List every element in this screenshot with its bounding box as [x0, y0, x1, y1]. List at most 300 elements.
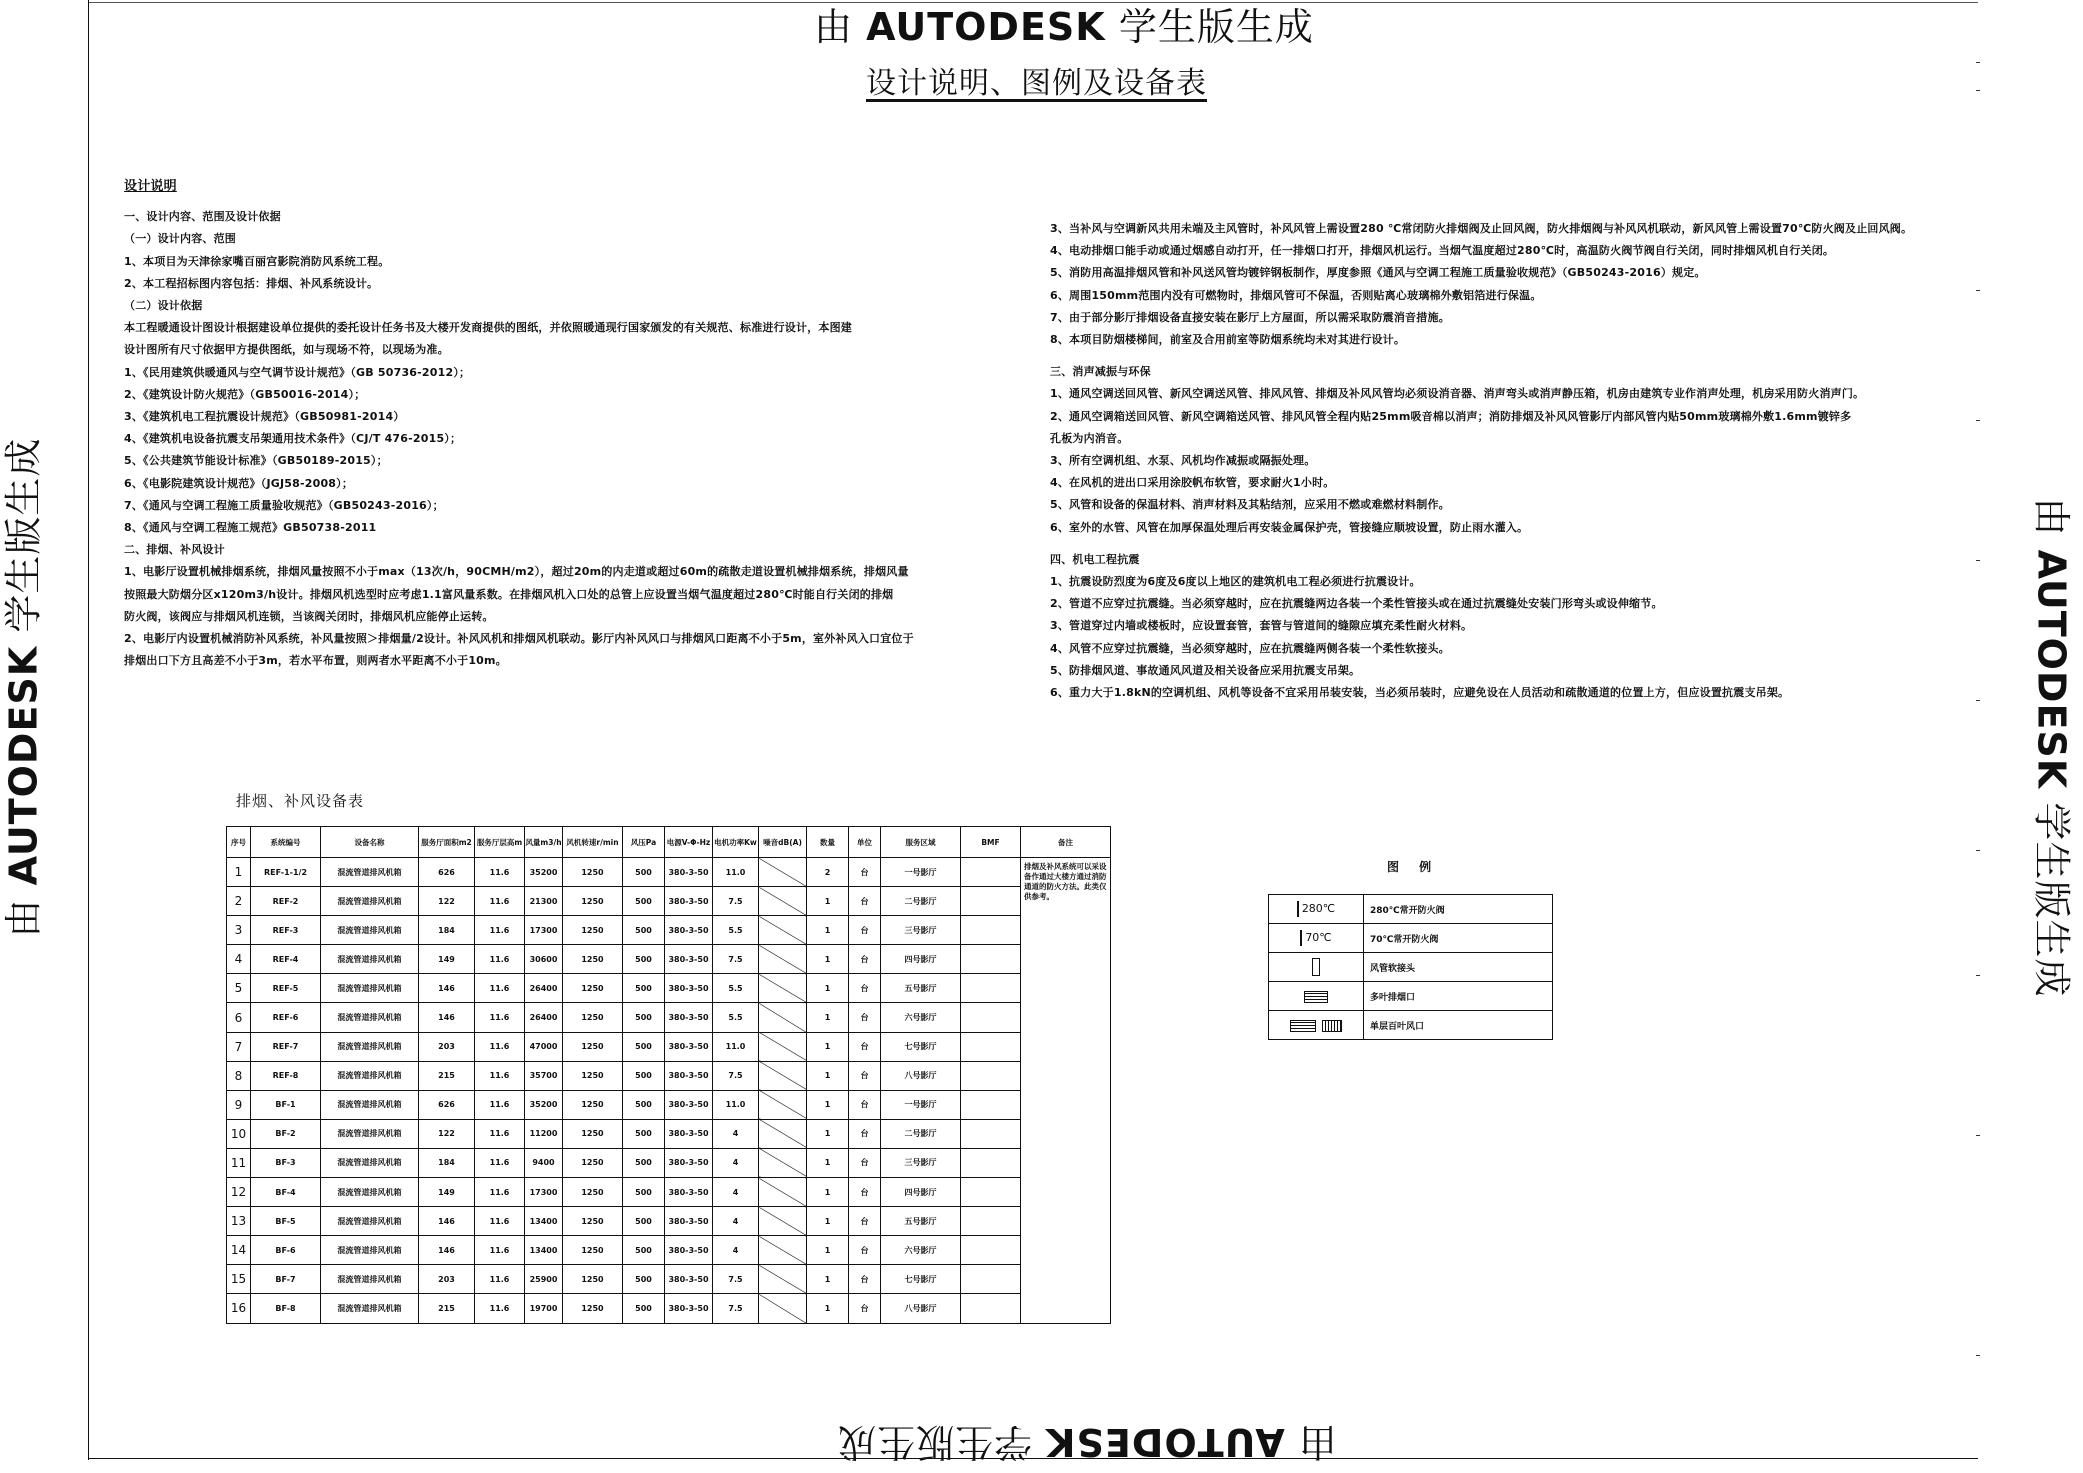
- table-cell: 1: [807, 1032, 849, 1061]
- table-cell: 混流管道排风机箱: [321, 1090, 419, 1119]
- table-cell: REF-5: [251, 974, 321, 1003]
- table-cell: 11.6: [475, 974, 525, 1003]
- table-cell: 380-3-50: [665, 974, 713, 1003]
- table-cell: 47000: [525, 1032, 563, 1061]
- table-cell: 一号影厅: [881, 1090, 961, 1119]
- table-cell: 26400: [525, 974, 563, 1003]
- table-row: [227, 1236, 1111, 1265]
- table-cell: [961, 1032, 1021, 1061]
- table-row: [227, 1265, 1111, 1294]
- table-cell: 1250: [563, 1236, 623, 1265]
- table-cell: REF-6: [251, 1003, 321, 1032]
- table-cell: 500: [623, 1090, 665, 1119]
- table-cell: [961, 974, 1021, 1003]
- table-cell: 13400: [525, 1236, 563, 1265]
- table-row: [227, 1119, 1111, 1148]
- table-cell: 380-3-50: [665, 1003, 713, 1032]
- frame-tick: [1976, 850, 1980, 851]
- noise-cell-empty: [759, 1265, 807, 1294]
- table-cell: 35700: [525, 1061, 563, 1090]
- table-cell: BF-4: [251, 1178, 321, 1207]
- table-cell: 14: [227, 1236, 251, 1265]
- table-cell: 四号影厅: [881, 1178, 961, 1207]
- notes-line: 防火阀，该阀应与排烟风机连锁，当该阀关闭时，排烟风机应能停止运转。: [124, 609, 494, 623]
- table-cell: 26400: [525, 1003, 563, 1032]
- equipment-table-title: 排烟、补风设备表: [236, 792, 365, 810]
- notes-line: 3、所有空调机组、水泵、风机均作减振或隔振处理。: [1050, 454, 1316, 468]
- table-cell: 203: [419, 1265, 475, 1294]
- table-cell: [961, 916, 1021, 945]
- column-header: 服务区域: [881, 827, 961, 858]
- legend-symbol: [1269, 982, 1364, 1011]
- table-cell: 500: [623, 858, 665, 887]
- table-cell: 1: [807, 1003, 849, 1032]
- column-header: 风压Pa: [623, 827, 665, 858]
- table-cell: [961, 1119, 1021, 1148]
- fire-damper-280-icon: 280℃: [1301, 902, 1336, 915]
- table-cell: 混流管道排风机箱: [321, 1119, 419, 1148]
- table-cell: 台: [849, 916, 881, 945]
- table-cell: 626: [419, 858, 475, 887]
- table-cell: 11.6: [475, 916, 525, 945]
- notes-line: 2、《建筑设计防火规范》（GB50016-2014）；: [124, 387, 366, 401]
- table-cell: 台: [849, 1032, 881, 1061]
- notes-line: 5、防排烟风道、事故通风风道及相关设备应采用抗震支吊架。: [1050, 663, 1361, 677]
- table-cell: [961, 1294, 1021, 1323]
- table-cell: 35200: [525, 1090, 563, 1119]
- table-cell: 4: [713, 1148, 759, 1177]
- noise-cell-empty: [759, 1207, 807, 1236]
- table-cell: 500: [623, 1003, 665, 1032]
- table-cell: 1: [807, 1090, 849, 1119]
- table-cell: 台: [849, 1236, 881, 1265]
- table-cell: 11.6: [475, 1003, 525, 1032]
- notes-spacer: [1050, 351, 1912, 361]
- frame-tick: [1976, 290, 1980, 291]
- table-cell: 11.6: [475, 1148, 525, 1177]
- table-cell: 7.5: [713, 1061, 759, 1090]
- table-cell: 1250: [563, 974, 623, 1003]
- notes-line: 一、设计内容、范围及设计依据: [124, 210, 281, 224]
- table-cell: 混流管道排风机箱: [321, 1178, 419, 1207]
- table-cell: 12: [227, 1178, 251, 1207]
- table-cell: 台: [849, 1061, 881, 1090]
- legend-symbol: [1269, 1011, 1364, 1040]
- smoke-outlet-icon: [1304, 991, 1328, 1003]
- table-cell: 500: [623, 887, 665, 916]
- table-row: [227, 974, 1111, 1003]
- table-cell: 11: [227, 1148, 251, 1177]
- notes-line: 2、电影厅内设置机械消防补风系统，补风量按照＞排烟量/2设计。补风风机和排烟风机联动。影厅内补风风口与排烟风口距离不小于5m，室外补风入口宜位于: [124, 632, 914, 646]
- noise-cell-empty: [759, 1178, 807, 1207]
- table-cell: 122: [419, 1119, 475, 1148]
- notes-line: 1、通风空调送回风管、新风空调送风管、排风风管、排烟及补风风管均必须设消音器、消声弯头或消声静压箱，机房由建筑专业作消声处理，机房采用防火消声门。: [1050, 387, 1865, 401]
- table-cell: 11.6: [475, 1119, 525, 1148]
- legend-description: 风管软接头: [1364, 953, 1553, 982]
- table-cell: 1: [807, 887, 849, 916]
- notes-line: 孔板为内消音。: [1050, 431, 1129, 445]
- noise-cell-empty: [759, 1003, 807, 1032]
- table-cell: 17300: [525, 916, 563, 945]
- table-cell: [961, 1090, 1021, 1119]
- notes-line: 排烟出口下方且高差不小于3m，若水平布置，则两者水平距离不小于10m。: [124, 654, 507, 668]
- table-cell: 混流管道排风机箱: [321, 858, 419, 887]
- notes-line: 1、抗震设防烈度为6度及6度以上地区的建筑机电工程必须进行抗震设计。: [1050, 575, 1421, 589]
- table-cell: [961, 1207, 1021, 1236]
- table-cell: 混流管道排风机箱: [321, 1207, 419, 1236]
- table-cell: 8: [227, 1061, 251, 1090]
- table-cell: 500: [623, 1294, 665, 1323]
- watermark-bottom: 由 AUTODESK 学生版生成: [837, 1420, 1337, 1464]
- table-cell: 203: [419, 1032, 475, 1061]
- table-row: [227, 887, 1111, 916]
- table-cell: 500: [623, 1061, 665, 1090]
- table-cell: 11200: [525, 1119, 563, 1148]
- table-cell: 215: [419, 1061, 475, 1090]
- table-cell: 1: [807, 1236, 849, 1265]
- notes-spacer: [1050, 539, 1912, 549]
- table-cell: 11.6: [475, 887, 525, 916]
- notes-line: 8、本项目防烟楼梯间，前室及合用前室等防烟系统均未对其进行设计。: [1050, 333, 1406, 347]
- table-cell: 7.5: [713, 887, 759, 916]
- table-cell: 台: [849, 1294, 881, 1323]
- table-cell: 1: [807, 1294, 849, 1323]
- table-cell: 1: [807, 974, 849, 1003]
- table-cell: 626: [419, 1090, 475, 1119]
- table-cell: BF-7: [251, 1265, 321, 1294]
- table-cell: 1250: [563, 1178, 623, 1207]
- table-row: [227, 1032, 1111, 1061]
- notes-line: 6、室外的水管、风管在加厚保温处理后再安装金属保护壳，管接缝应顺坡设置，防止雨水灌入。: [1050, 520, 1529, 534]
- legend-description: 多叶排烟口: [1364, 982, 1553, 1011]
- notes-line: 4、在风机的进出口采用涂胶帆布软管，要求耐火1小时。: [1050, 476, 1335, 490]
- table-cell: 1: [807, 1061, 849, 1090]
- notes-line: 3、当补风与空调新风共用未端及主风管时，补风风管上需设置280 ℃常闭防火排烟阀及止回风阀，防火排烟阀与补风风机联动，新风风管上需设置70℃防火阀及止回风阀。: [1050, 222, 1913, 235]
- table-cell: REF-2: [251, 887, 321, 916]
- table-cell: 1: [227, 858, 251, 887]
- table-row: [227, 1148, 1111, 1177]
- table-cell: 7.5: [713, 1294, 759, 1323]
- table-row: [227, 1090, 1111, 1119]
- table-cell: 混流管道排风机箱: [321, 1236, 419, 1265]
- table-cell: [961, 1265, 1021, 1294]
- notes-line: 5、消防用高温排烟风管和补风送风管均镀锌钢板制作，厚度参照《通风与空调工程施工质量验收规范》（GB50243-2016）规定。: [1050, 266, 1706, 280]
- legend-row: [1269, 924, 1553, 953]
- table-cell: REF-7: [251, 1032, 321, 1061]
- table-cell: 184: [419, 916, 475, 945]
- notes-line: 2、管道不应穿过抗震缝。当必须穿越时，应在抗震缝两边各装一个柔性管接头或在通过抗震缝处安装门形弯头或设伸缩节。: [1050, 597, 1663, 611]
- table-cell: 122: [419, 887, 475, 916]
- table-cell: [961, 858, 1021, 887]
- table-cell: 19700: [525, 1294, 563, 1323]
- table-cell: 149: [419, 945, 475, 974]
- noise-cell-empty: [759, 1236, 807, 1265]
- table-cell: 11.0: [713, 1032, 759, 1061]
- table-cell: 2: [227, 887, 251, 916]
- table-cell: 11.6: [475, 1265, 525, 1294]
- table-cell: 380-3-50: [665, 1148, 713, 1177]
- table-cell: 三号影厅: [881, 1148, 961, 1177]
- table-cell: 11.6: [475, 1061, 525, 1090]
- table-cell: 台: [849, 945, 881, 974]
- column-header: 风机转速r/min: [563, 827, 623, 858]
- table-cell: 380-3-50: [665, 858, 713, 887]
- table-cell: 15: [227, 1265, 251, 1294]
- table-cell: 台: [849, 887, 881, 916]
- table-cell: 台: [849, 1178, 881, 1207]
- table-cell: 1250: [563, 1032, 623, 1061]
- table-cell: 八号影厅: [881, 1294, 961, 1323]
- legend-description: 单层百叶风口: [1364, 1011, 1553, 1040]
- table-cell: BF-6: [251, 1236, 321, 1265]
- table-cell: 21300: [525, 887, 563, 916]
- table-cell: 1250: [563, 1061, 623, 1090]
- table-cell: 台: [849, 1119, 881, 1148]
- notes-line: 6、周围150mm范围内没有可燃物时，排烟风管可不保温，否则贴离心玻璃棉外敷铝箔进行保温。: [1050, 288, 1542, 302]
- equipment-table: [226, 826, 1111, 1324]
- table-cell: 五号影厅: [881, 1207, 961, 1236]
- frame-tick: [1976, 975, 1980, 976]
- table-cell: 500: [623, 1119, 665, 1148]
- legend-symbol: [1269, 953, 1364, 982]
- table-cell: 4: [713, 1178, 759, 1207]
- table-cell: 六号影厅: [881, 1003, 961, 1032]
- watermark-right: 由 AUTODESK 学生版生成: [2029, 497, 2074, 998]
- table-cell: 11.6: [475, 1032, 525, 1061]
- table-cell: 混流管道排风机箱: [321, 1148, 419, 1177]
- noise-cell-empty: [759, 945, 807, 974]
- table-cell: 台: [849, 974, 881, 1003]
- table-cell: 混流管道排风机箱: [321, 1032, 419, 1061]
- table-cell: 1: [807, 1178, 849, 1207]
- watermark-left: 由 AUTODESK 学生版生成: [1, 437, 46, 938]
- table-cell: 4: [713, 1207, 759, 1236]
- table-cell: 500: [623, 1178, 665, 1207]
- table-cell: 16: [227, 1294, 251, 1323]
- table-cell: 七号影厅: [881, 1032, 961, 1061]
- table-cell: 500: [623, 916, 665, 945]
- table-cell: 7.5: [713, 1265, 759, 1294]
- frame-tick: [1976, 700, 1980, 701]
- table-cell: REF-1-1/2: [251, 858, 321, 887]
- table-cell: 11.6: [475, 1178, 525, 1207]
- notes-line: 1、《民用建筑供暖通风与空气调节设计规范》（GB 50736-2012）；: [124, 365, 471, 379]
- table-cell: BF-3: [251, 1148, 321, 1177]
- table-row: [227, 916, 1111, 945]
- table-cell: 1250: [563, 1090, 623, 1119]
- table-row: [227, 1207, 1111, 1236]
- table-cell: 七号影厅: [881, 1265, 961, 1294]
- table-cell: 380-3-50: [665, 916, 713, 945]
- table-cell: 9400: [525, 1148, 563, 1177]
- table-cell: 混流管道排风机箱: [321, 945, 419, 974]
- table-cell: 1250: [563, 1294, 623, 1323]
- table-cell: 17300: [525, 1178, 563, 1207]
- table-cell: 380-3-50: [665, 1061, 713, 1090]
- table-cell: 380-3-50: [665, 887, 713, 916]
- table-cell: 500: [623, 1207, 665, 1236]
- fire-damper-70-icon: 70℃: [1305, 931, 1332, 944]
- table-cell: 500: [623, 974, 665, 1003]
- table-cell: 11.6: [475, 1294, 525, 1323]
- table-cell: 混流管道排风机箱: [321, 1265, 419, 1294]
- table-cell: 7.5: [713, 945, 759, 974]
- table-cell: 台: [849, 1207, 881, 1236]
- table-cell: 二号影厅: [881, 887, 961, 916]
- frame-tick: [1976, 62, 1980, 63]
- notes-line: 3、《建筑机电工程抗震设计规范》（GB50981-2014）: [124, 410, 405, 424]
- table-cell: 500: [623, 1265, 665, 1294]
- design-notes-left: [124, 176, 914, 672]
- table-cell: [961, 1178, 1021, 1207]
- noise-cell-empty: [759, 1090, 807, 1119]
- notes-line: 本工程暖通设计图设计根据建设单位提供的委托设计任务书及大楼开发商提供的图纸，并依照暖通现行国家颁发的有关规范、标准进行设计，本图建: [124, 321, 852, 335]
- table-cell: 10: [227, 1119, 251, 1148]
- table-cell: BF-1: [251, 1090, 321, 1119]
- table-cell: 混流管道排风机箱: [321, 1061, 419, 1090]
- legend-title: 图 例: [1387, 860, 1440, 874]
- louver-outlet-icon: [1290, 1020, 1316, 1032]
- table-cell: 13400: [525, 1207, 563, 1236]
- legend-row: [1269, 982, 1553, 1011]
- table-cell: 11.6: [475, 945, 525, 974]
- table-cell: 4: [713, 1119, 759, 1148]
- table-cell: BF-2: [251, 1119, 321, 1148]
- table-cell: 380-3-50: [665, 1236, 713, 1265]
- table-cell: 7: [227, 1032, 251, 1061]
- table-cell: 11.6: [475, 858, 525, 887]
- remark-cell: 排烟及补风系统可以采设备作通过大楼方通过消防通道的防火方法。此类仅供参考。: [1021, 858, 1111, 1324]
- notes-line: 三、消声减振与环保: [1050, 365, 1151, 379]
- notes-line: 设计图所有尺寸依据甲方提供图纸，如与现场不符，以现场为准。: [124, 343, 449, 357]
- table-cell: 146: [419, 1207, 475, 1236]
- table-cell: 5.5: [713, 974, 759, 1003]
- table-cell: 25900: [525, 1265, 563, 1294]
- legend-description: 70℃常开防火阀: [1364, 924, 1553, 953]
- table-cell: 5.5: [713, 916, 759, 945]
- table-cell: 380-3-50: [665, 1090, 713, 1119]
- table-cell: 二号影厅: [881, 1119, 961, 1148]
- table-cell: 1250: [563, 1207, 623, 1236]
- column-header: 服务厅层高m: [475, 827, 525, 858]
- table-cell: 380-3-50: [665, 1294, 713, 1323]
- table-cell: 1: [807, 1207, 849, 1236]
- table-cell: 台: [849, 858, 881, 887]
- table-cell: 380-3-50: [665, 1032, 713, 1061]
- table-cell: 1250: [563, 858, 623, 887]
- column-header: 备注: [1021, 827, 1111, 858]
- noise-cell-empty: [759, 1148, 807, 1177]
- noise-cell-empty: [759, 1032, 807, 1061]
- column-header: 噪音dB(A): [759, 827, 807, 858]
- noise-cell-empty: [759, 916, 807, 945]
- table-cell: 台: [849, 1003, 881, 1032]
- table-cell: 1: [807, 1148, 849, 1177]
- table-cell: 四号影厅: [881, 945, 961, 974]
- notes-line: 7、由于部分影厅排烟设备直接安装在影厅上方屋面，所以需采取防震消音措施。: [1050, 310, 1450, 324]
- table-row: [227, 1178, 1111, 1207]
- table-cell: [961, 1003, 1021, 1032]
- legend-symbol: [1269, 924, 1364, 953]
- table-cell: 380-3-50: [665, 1265, 713, 1294]
- notes-line: 4、电动排烟口能手动或通过烟感自动打开，任一排烟口打开，排烟风机运行。当烟气温度超过280℃时，高温防火阀节阀自行关闭，同时排烟风机自行关闭。: [1050, 244, 1835, 258]
- legend-description: 280℃常开防火阀: [1364, 895, 1553, 924]
- frame-tick: [1976, 1135, 1980, 1136]
- table-cell: 1250: [563, 1003, 623, 1032]
- column-header: 设备名称: [321, 827, 419, 858]
- notes-line: 7、《通风与空调工程施工质量验收规范》（GB50243-2016）；: [124, 498, 444, 512]
- table-cell: 混流管道排风机箱: [321, 1294, 419, 1323]
- column-header: 电源V-Φ-Hz: [665, 827, 713, 858]
- table-cell: 11.6: [475, 1236, 525, 1265]
- column-header: 服务厅面积m2: [419, 827, 475, 858]
- table-cell: [961, 1236, 1021, 1265]
- notes-line: （一）设计内容、范围: [124, 232, 236, 246]
- flexible-joint-icon: [1312, 958, 1320, 976]
- table-cell: BF-5: [251, 1207, 321, 1236]
- noise-cell-empty: [759, 1061, 807, 1090]
- noise-cell-empty: [759, 887, 807, 916]
- table-cell: 台: [849, 1265, 881, 1294]
- table-row: [227, 1294, 1111, 1323]
- table-cell: 13: [227, 1207, 251, 1236]
- notes-line: 6、《电影院建筑设计规范》（JGJ58-2008）；: [124, 476, 354, 490]
- table-cell: 1250: [563, 916, 623, 945]
- table-cell: 11.6: [475, 1090, 525, 1119]
- table-cell: 台: [849, 1090, 881, 1119]
- watermark-top: 由 AUTODESK 学生版生成: [814, 5, 1314, 49]
- frame-tick: [1976, 90, 1980, 91]
- notes-line: 2、通风空调箱送回风管、新风空调箱送风管、排风风管全程内贴25mm吸音棉以消声；消防排烟及补风风管影厅内部风管内贴50mm玻璃棉外敷1.6mm镀锌多: [1050, 409, 1852, 423]
- table-cell: BF-8: [251, 1294, 321, 1323]
- table-cell: 4: [227, 945, 251, 974]
- table-row: [227, 1061, 1111, 1090]
- table-row: [227, 945, 1111, 974]
- table-cell: 149: [419, 1178, 475, 1207]
- table-cell: 三号影厅: [881, 916, 961, 945]
- table-cell: 184: [419, 1148, 475, 1177]
- notes-line: 二、排烟、补风设计: [124, 543, 225, 557]
- table-cell: 146: [419, 974, 475, 1003]
- table-cell: 11.0: [713, 1090, 759, 1119]
- notes-line: 4、《建筑机电设备抗震支吊架通用技术条件》（CJ/T 476-2015）；: [124, 432, 462, 446]
- notes-line: 2、本工程招标图内容包括：排烟、补风系统设计。: [124, 276, 379, 290]
- table-cell: 3: [227, 916, 251, 945]
- notes-line: 按照最大防烟分区x120m3/h设计。排烟风机选型时应考虑1.1富风量系数。在排烟风机入口处的总管上应设置当烟气温度超过280℃时能自行关闭的排烟: [124, 587, 894, 601]
- table-row: [227, 1003, 1111, 1032]
- column-header: 单位: [849, 827, 881, 858]
- table-cell: 混流管道排风机箱: [321, 887, 419, 916]
- table-cell: 5.5: [713, 1003, 759, 1032]
- table-cell: 台: [849, 1148, 881, 1177]
- table-cell: [961, 1061, 1021, 1090]
- table-cell: 215: [419, 1294, 475, 1323]
- table-cell: 11.6: [475, 1207, 525, 1236]
- frame-tick: [1976, 560, 1980, 561]
- notes-line: 1、电影厅设置机械排烟系统，排烟风量按照不小于max（13次/h，90CMH/m2），超过20m的内走道或超过60m的疏散走道设置机械排烟系统，排烟风量: [124, 565, 909, 579]
- notes-heading: 设计说明: [124, 179, 177, 194]
- noise-cell-empty: [759, 1119, 807, 1148]
- column-header: 数量: [807, 827, 849, 858]
- frame-tick: [1976, 1355, 1980, 1356]
- table-cell: 500: [623, 1236, 665, 1265]
- table-cell: 五号影厅: [881, 974, 961, 1003]
- table-cell: REF-4: [251, 945, 321, 974]
- table-cell: 1250: [563, 887, 623, 916]
- table-cell: [961, 1148, 1021, 1177]
- notes-line: 8、《通风与空调工程施工规范》GB50738-2011: [124, 521, 377, 535]
- legend-row: [1269, 895, 1553, 924]
